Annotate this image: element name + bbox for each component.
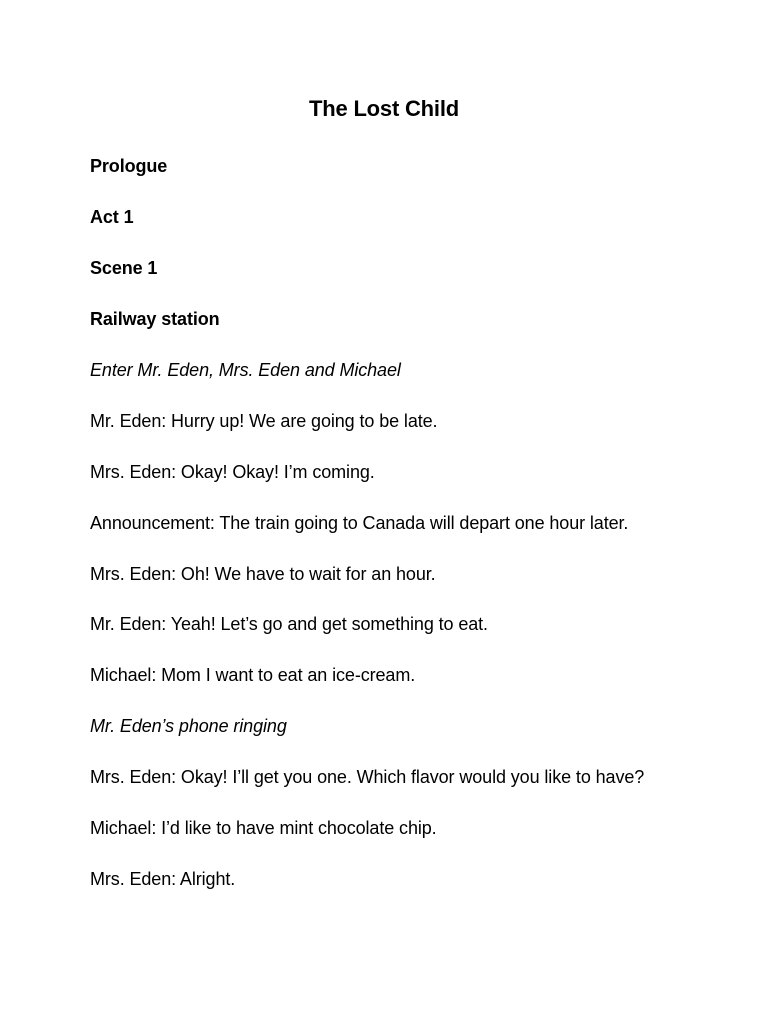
- dialogue-line: Mrs. Eden: Oh! We have to wait for an hour.: [90, 564, 436, 584]
- dialogue-line: Mrs. Eden: Alright.: [90, 869, 236, 889]
- dialogue-line: Mrs. Eden: Okay! I’ll get you one. Which flavor would you like to have?: [90, 767, 645, 787]
- dialogue-line: Mr. Eden: Hurry up! We are going to be late.: [90, 411, 438, 431]
- dialogue-line: Mrs. Eden: Okay! Okay! I’m coming.: [90, 462, 375, 482]
- heading-scene: Scene 1: [90, 258, 158, 278]
- heading-prologue: Prologue: [90, 156, 168, 176]
- dialogue-line: Michael: Mom I want to eat an ice-cream.: [90, 665, 416, 685]
- stage-direction: Mr. Eden’s phone ringing: [90, 716, 287, 736]
- heading-setting: Railway station: [90, 309, 220, 329]
- dialogue-line: Michael: I’d like to have mint chocolate chip.: [90, 818, 437, 838]
- stage-direction: Enter Mr. Eden, Mrs. Eden and Michael: [90, 360, 401, 380]
- dialogue-line: Announcement: The train going to Canada will depart one hour later.: [90, 513, 629, 533]
- heading-act: Act 1: [90, 207, 134, 227]
- dialogue-line: Mr. Eden: Yeah! Let’s go and get something to eat.: [90, 614, 488, 634]
- document-title: The Lost Child: [309, 96, 459, 121]
